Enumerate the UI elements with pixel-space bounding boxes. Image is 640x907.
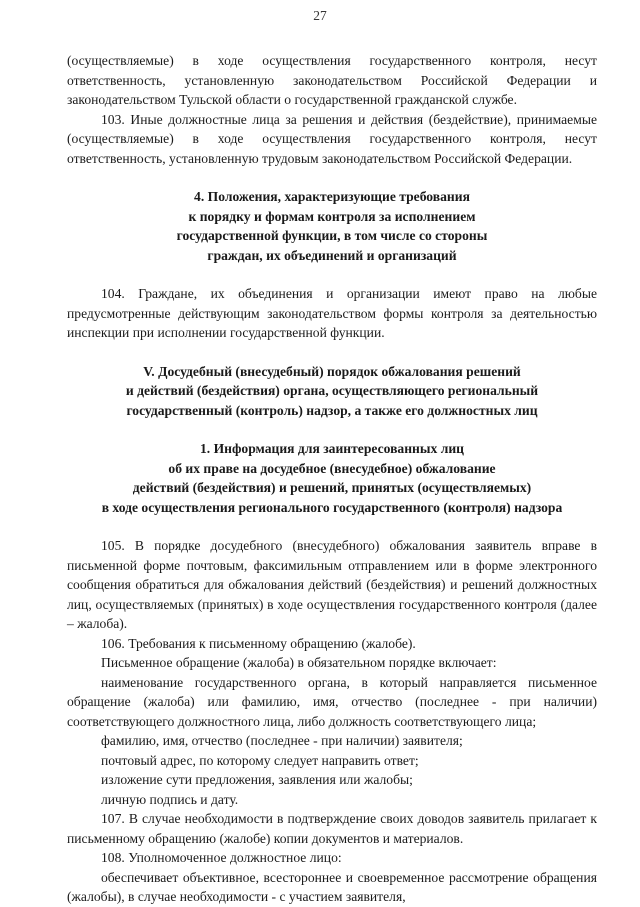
heading-line: граждан, их объединений и организаций <box>207 247 457 263</box>
list-item: изложение сути предложения, заявления или жалобы; <box>101 772 413 787</box>
paragraph-106: 106. Требования к письменному обращению (жалобе). <box>101 635 416 651</box>
heading-line: 1. Информация для заинтересованных лиц <box>200 441 464 456</box>
list-item: личную подпись и дату. <box>101 791 239 807</box>
section-heading-1 <box>67 439 597 517</box>
heading-line: и действий (бездействия) органа, осуществляющего региональный <box>125 383 539 398</box>
heading-line: действий (бездействия) и решений, принятых (осуществляемых) <box>132 480 532 495</box>
paragraph: обеспечивает объективное, всестороннее и своевременное рассмотрение обращения (жалобы), в случае необходимости - с участием заявителя, <box>67 869 597 904</box>
list-item: фамилию, имя, отчество (последнее - при наличии) заявителя; <box>101 733 463 748</box>
heading-line: государственный (контроль) надзор, а также его должностных лиц <box>126 402 538 418</box>
heading-line: в ходе осуществления регионального государственного (контроля) надзора <box>101 499 563 515</box>
text-block-top <box>67 51 597 168</box>
paragraph-continuation: (осуществляемые) в ходе осуществления государственного контроля, несут ответственность, установленную законодательством Российской Федерации и законодательством Тульской области о государственной гражданской службе. <box>67 53 597 107</box>
list-item: наименование государственного органа, в который направляется письменное обращение (жалоба) или фамилию, имя, отчество (последнее - при наличии) соответствующего должностного лица, либо должность соответствующего лица; <box>67 674 597 729</box>
heading-line: к порядку и формам контроля за исполнением <box>188 208 476 224</box>
document-page <box>67 0 597 907</box>
paragraph-104: 104. Граждане, их объединения и организации имеют право на любые предусмотренные действующим законодательством формы контроля за деятельностью инспекции при исполнении государственной функции. <box>67 286 597 340</box>
heading-line: государственной функции, в том числе со стороны <box>176 228 488 243</box>
page-number: 27 <box>313 8 327 23</box>
paragraph-105: 105. В порядке досудебного (внесудебного) обжалования заявитель вправе в письменной форме почтовым, факсимильным отправлением или в форме электронного сообщения обратиться для обжалования действий (бездействия) и решений должностных лиц, осуществляемых (принятых) в ходе осуществления государственного контроля (далее – жалоба). <box>67 538 597 631</box>
paragraph-108: 108. Уполномоченное должностное лицо: <box>101 850 342 865</box>
paragraph-107: 107. В случае необходимости в подтверждение своих доводов заявитель прилагает к письменному обращению (жалобе) копии документов и материалов. <box>67 811 597 846</box>
text-block-bottom <box>67 536 597 907</box>
heading-line: 4. Положения, характеризующие требования <box>194 189 470 204</box>
chapter-heading-v <box>67 362 597 421</box>
section-heading-4 <box>67 187 597 265</box>
paragraph: Письменное обращение (жалоба) в обязательном порядке включает: <box>101 655 497 670</box>
list-item: почтовый адрес, по которому следует направить ответ; <box>101 752 419 768</box>
paragraph-103: 103. Иные должностные лица за решения и действия (бездействие), принимаемые (осуществляемые) в ходе осуществления государственного контроля, несут ответственность, установленную трудовым законодательством Российской Федерации. <box>67 111 597 166</box>
heading-line: V. Досудебный (внесудебный) порядок обжалования решений <box>143 363 521 379</box>
heading-line: об их праве на досудебное (внесудебное) обжалование <box>168 460 496 476</box>
